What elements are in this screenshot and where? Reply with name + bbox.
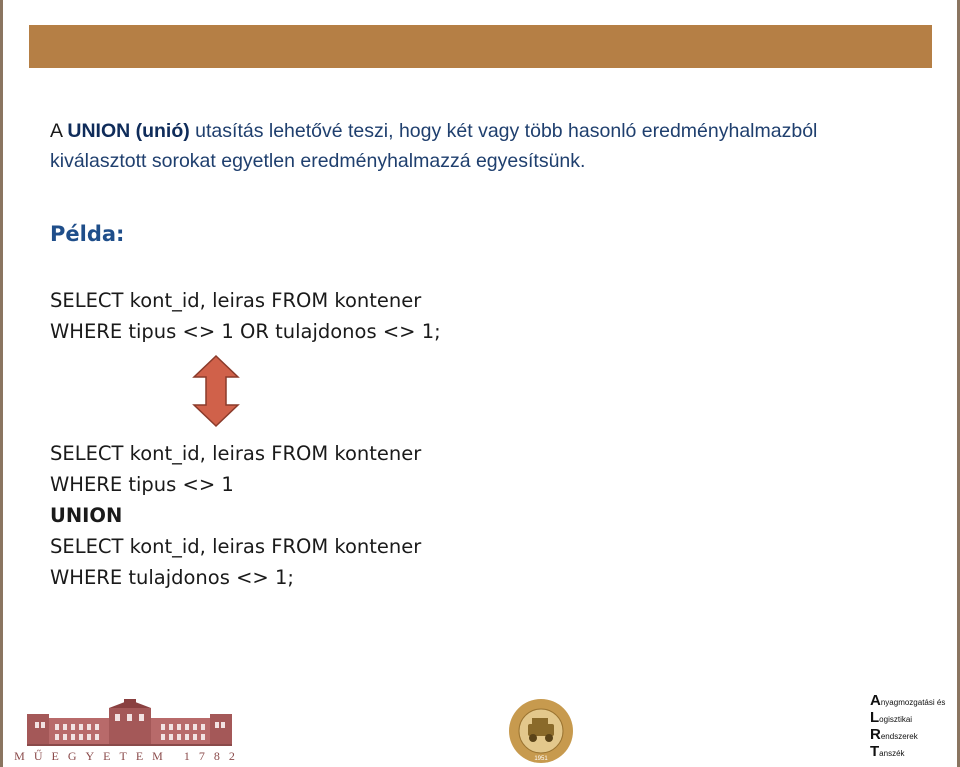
query-original-line-1: SELECT kont_id, leiras FROM kontener [50,289,422,312]
intro-rest: utasítás lehetővé teszi, hogy két vagy több hasonló eredményhalmazból kiválasztott sorokat egyetlen eredményhalmazzá egyesítsünk. [50,120,818,172]
left-border [0,0,3,767]
seal-year: 1951 [534,756,548,762]
muegyetem-logo [14,700,244,764]
query-union-line-2: WHERE tipus <> 1 [50,473,234,496]
alrt-row-a: Anyagmozgatási és [870,692,946,709]
intro-paragraph [50,116,910,176]
query-union-line-1: SELECT kont_id, leiras FROM kontener [50,442,422,465]
query-union [50,438,421,593]
alrt-row-l: Logisztikai [870,709,913,726]
query-union-line-5: WHERE tulajdonos <> 1; [50,566,294,589]
muegyetem-logo-text: MŰEGYETEM 1782 [14,749,244,763]
query-original [50,285,441,347]
alrt-row-t: Tanszék [870,743,905,760]
query-union-line-4: SELECT kont_id, leiras FROM kontener [50,535,422,558]
example-label: Példa: [50,222,125,246]
double-arrow-icon [193,355,239,427]
query-original-line-2: WHERE tipus <> 1 OR tulajdonos <> 1; [50,320,441,343]
faculty-seal-logo [508,698,574,764]
intro-prefix: A [50,120,68,142]
alrt-logo [870,692,956,760]
alrt-row-r: Rendszerek [870,726,918,743]
header-bar [29,25,932,68]
query-union-keyword: UNION [50,504,123,527]
intro-keyword: UNION (unió) [67,120,190,142]
